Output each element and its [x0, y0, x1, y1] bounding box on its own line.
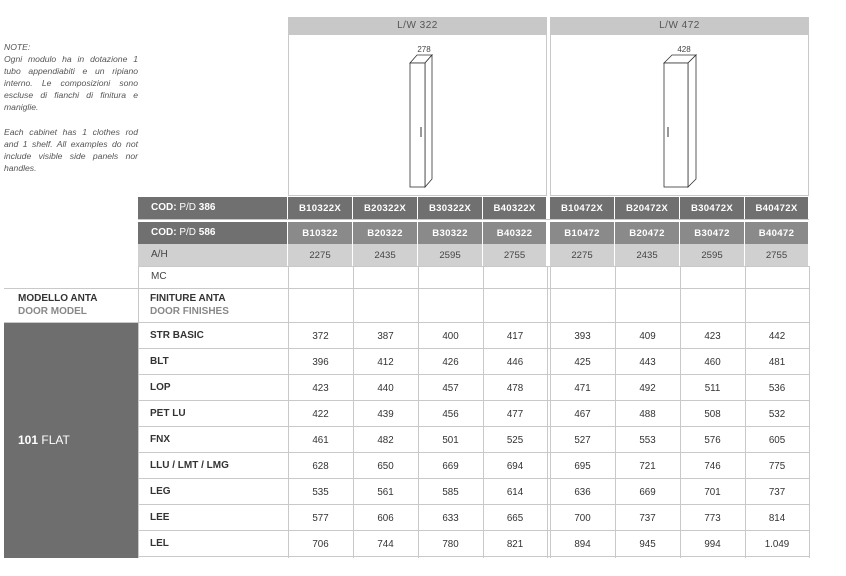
- note-body-english: Each cabinet has 1 clothes rod and 1 shelf. All examples do not include visible side panels nor handles.: [4, 127, 138, 173]
- cell-separator: [549, 197, 550, 266]
- price-cell: 821: [506, 538, 524, 550]
- price-cell: 532: [768, 408, 786, 420]
- price-cell: 700: [574, 512, 591, 524]
- row-label-cod-586: COD: P/D 586: [138, 222, 288, 244]
- code-386-cell: B30322X: [418, 197, 482, 219]
- price-cell: 706: [312, 538, 329, 550]
- price-cell: 535: [312, 486, 329, 498]
- cell-separator: [352, 197, 353, 266]
- price-cell: 412: [377, 356, 394, 368]
- cell-separator: [679, 197, 680, 266]
- grid-line: [138, 266, 809, 267]
- price-cell: 387: [377, 330, 394, 342]
- price-cell: 746: [704, 460, 721, 472]
- price-cell: 894: [574, 538, 591, 550]
- grid-line: [138, 219, 809, 220]
- price-cell: 669: [639, 486, 656, 498]
- note-body-italian: Ogni modulo ha in dotazione 1 tubo appendiabiti e un ripiano interno. Le composizioni sono escluse di fianchi di finitura e maniglie.: [4, 54, 138, 112]
- group-header-472: L/W 472: [550, 17, 809, 35]
- price-cell: 477: [506, 408, 524, 420]
- price-cell: 422: [312, 408, 329, 420]
- model-name: 101 FLAT: [18, 433, 70, 447]
- grid-line: [138, 400, 809, 401]
- grid-line: [138, 504, 809, 505]
- price-cell: 492: [639, 382, 656, 394]
- grid-line: [550, 266, 551, 558]
- code-386-cell: B10322X: [288, 197, 352, 219]
- price-cell: 482: [377, 434, 394, 446]
- price-cell: 561: [377, 486, 394, 498]
- finish-row-label: LLU / LMT / LMG: [150, 460, 229, 471]
- note-title: NOTE:: [4, 42, 31, 52]
- price-cell: 577: [312, 512, 329, 524]
- price-cell: 636: [574, 486, 591, 498]
- price-cell: 744: [377, 538, 394, 550]
- price-cell: 461: [312, 434, 329, 446]
- price-cell: 773: [704, 512, 721, 524]
- price-cell: 633: [442, 512, 459, 524]
- code-586-cell: B10322: [288, 222, 352, 244]
- code-586-cell: B20322: [353, 222, 417, 244]
- price-cell: 737: [639, 512, 656, 524]
- finish-row-label: LEG: [150, 486, 171, 497]
- price-cell: 721: [639, 460, 656, 472]
- price-cell: 456: [442, 408, 459, 420]
- price-cell: 525: [506, 434, 524, 446]
- grid-line: [353, 266, 354, 558]
- cabinet-322-dim: 278: [417, 45, 431, 54]
- code-586-cell: B30472: [680, 222, 744, 244]
- height-cell: 2755: [745, 244, 808, 266]
- price-cell: 426: [442, 356, 459, 368]
- height-cell: 2755: [483, 244, 546, 266]
- note-english: [4, 126, 138, 174]
- grid-line: [138, 348, 809, 349]
- price-cell: 442: [768, 330, 786, 342]
- price-cell: 443: [639, 356, 656, 368]
- code-386-cell: B10472X: [550, 197, 614, 219]
- price-cell: 775: [768, 460, 786, 472]
- price-cell: 606: [377, 512, 394, 524]
- price-cell: 576: [704, 434, 721, 446]
- finish-row-label: FNX: [150, 434, 170, 445]
- finish-row-label: LEE: [150, 512, 170, 523]
- cabinet-322-icon: [289, 35, 546, 195]
- finish-row-label: LOP: [150, 382, 171, 393]
- grid-line: [138, 288, 809, 289]
- grid-line: [680, 266, 681, 558]
- grid-line: [745, 266, 746, 558]
- height-cell: 2275: [550, 244, 614, 266]
- row-label-mc: MC: [151, 271, 167, 282]
- price-cell: 446: [506, 356, 524, 368]
- price-cell: 396: [312, 356, 329, 368]
- code-386-cell: B20472X: [615, 197, 679, 219]
- cabinet-472-icon: [551, 35, 808, 195]
- finish-header-it: FINITURE ANTA: [150, 293, 226, 304]
- price-cell: 553: [639, 434, 656, 446]
- price-cell: 511: [704, 382, 721, 394]
- code-386-cell: B40322X: [483, 197, 546, 219]
- grid-line: [138, 530, 809, 531]
- price-cell: 701: [704, 486, 721, 498]
- price-cell: 536: [768, 382, 786, 394]
- grid-line: [288, 266, 289, 558]
- cabinet-image-322: [288, 35, 547, 196]
- grid-line: [138, 556, 809, 557]
- cell-separator: [482, 197, 483, 266]
- grid-line: [4, 322, 138, 323]
- price-cell: 614: [506, 486, 524, 498]
- price-cell: 440: [377, 382, 394, 394]
- finish-row-label: LEL: [150, 538, 169, 549]
- cabinet-472-dim: 428: [677, 45, 691, 54]
- grid-line: [138, 478, 809, 479]
- price-cell: 737: [768, 486, 786, 498]
- price-cell: 527: [574, 434, 591, 446]
- price-cell: 501: [442, 434, 459, 446]
- model-header-en: DOOR MODEL: [18, 306, 87, 317]
- grid-line: [809, 266, 810, 558]
- height-cell: 2435: [353, 244, 417, 266]
- price-cell: 669: [442, 460, 459, 472]
- group-header-322: L/W 322: [288, 17, 547, 35]
- price-cell: 945: [639, 538, 656, 550]
- finish-header-en: DOOR FINISHES: [150, 306, 229, 317]
- row-label-ah: A/H: [138, 244, 288, 266]
- grid-line: [4, 288, 138, 289]
- price-cell: 409: [639, 330, 656, 342]
- code-586-cell: B40472: [745, 222, 808, 244]
- grid-line: [615, 266, 616, 558]
- grid-line: [547, 266, 548, 558]
- price-cell: 605: [768, 434, 786, 446]
- code-386-cell: B20322X: [353, 197, 417, 219]
- height-cell: 2595: [680, 244, 744, 266]
- price-cell: 488: [639, 408, 656, 420]
- grid-line: [418, 266, 419, 558]
- price-cell: 423: [312, 382, 329, 394]
- height-cell: 2275: [288, 244, 352, 266]
- model-header-it: MODELLO ANTA: [18, 293, 98, 304]
- note-italian: [4, 41, 138, 113]
- grid-line: [138, 374, 809, 375]
- code-386-cell: B30472X: [680, 197, 744, 219]
- price-cell: 628: [312, 460, 329, 472]
- code-586-cell: B20472: [615, 222, 679, 244]
- grid-line: [138, 266, 139, 558]
- price-cell: 1.049: [764, 538, 790, 550]
- price-cell: 425: [574, 356, 591, 368]
- price-cell: 439: [377, 408, 394, 420]
- code-386-cell: B40472X: [745, 197, 808, 219]
- code-586-cell: B10472: [550, 222, 614, 244]
- price-cell: 460: [704, 356, 721, 368]
- height-cell: 2595: [418, 244, 482, 266]
- price-cell: 400: [442, 330, 459, 342]
- cell-separator: [744, 197, 745, 266]
- grid-line: [138, 426, 809, 427]
- row-label-cod-386: COD: P/D 386: [138, 197, 288, 219]
- price-cell: 650: [377, 460, 394, 472]
- price-cell: 372: [312, 330, 329, 342]
- price-cell: 417: [506, 330, 524, 342]
- price-cell: 665: [506, 512, 524, 524]
- code-586-cell: B30322: [418, 222, 482, 244]
- grid-line: [483, 266, 484, 558]
- price-cell: 994: [704, 538, 721, 550]
- price-cell: 393: [574, 330, 591, 342]
- price-cell: 814: [768, 512, 786, 524]
- price-cell: 585: [442, 486, 459, 498]
- price-cell: 481: [768, 356, 786, 368]
- price-cell: 508: [704, 408, 721, 420]
- price-cell: 423: [704, 330, 721, 342]
- price-cell: 695: [574, 460, 591, 472]
- cell-separator: [417, 197, 418, 266]
- price-cell: 780: [442, 538, 459, 550]
- finish-row-label: PET LU: [150, 408, 186, 419]
- price-cell: 457: [442, 382, 459, 394]
- price-cell: 694: [506, 460, 524, 472]
- price-cell: 478: [506, 382, 524, 394]
- cell-separator: [287, 197, 288, 266]
- finish-row-label: STR BASIC: [150, 330, 204, 341]
- code-586-cell: B40322: [483, 222, 546, 244]
- model-side-block: [4, 322, 138, 558]
- grid-line: [138, 322, 809, 323]
- finish-row-label: BLT: [150, 356, 169, 367]
- cabinet-image-472: [550, 35, 809, 196]
- price-cell: 467: [574, 408, 591, 420]
- price-cell: 471: [574, 382, 591, 394]
- height-cell: 2435: [615, 244, 679, 266]
- grid-line: [138, 452, 809, 453]
- cell-separator: [614, 197, 615, 266]
